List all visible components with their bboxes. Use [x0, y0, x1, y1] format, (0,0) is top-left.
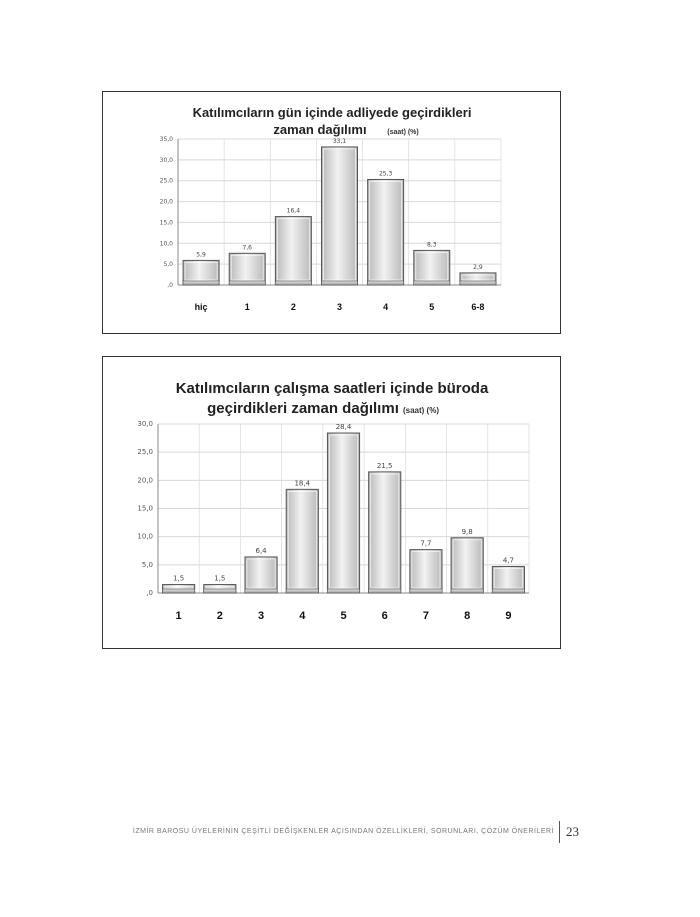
chart-1-bar — [368, 179, 404, 285]
chart-2-ytick-label: 20,0 — [137, 476, 153, 485]
chart-2-unit: (saat) (%) — [402, 406, 440, 415]
chart-2-ytick-label: ,0 — [146, 589, 153, 597]
chart-1-title-line2: zaman dağılımı — [273, 122, 367, 137]
chart-2-ytick-label: 30,0 — [137, 420, 153, 428]
chart-2-value-label: 1,5 — [173, 574, 185, 583]
chart-1 — [102, 91, 561, 334]
chart-1-category-label: 3 — [336, 302, 343, 312]
chart-1-category-label: 6-8 — [471, 302, 485, 312]
chart-1-bar-base — [322, 281, 358, 285]
chart-2-category-label: 3 — [257, 610, 265, 622]
chart-2-bar-base — [492, 589, 524, 593]
chart-2-bar-base — [163, 589, 195, 593]
chart-2-title-line1: Katılımcıların çalışma saatleri içinde büroda — [175, 380, 489, 397]
chart-1-ytick-label: 10,0 — [159, 240, 173, 248]
chart-2-category-label: 6 — [381, 610, 388, 622]
chart-1-category-label: 4 — [383, 302, 389, 312]
chart-2-ytick-label: 15,0 — [137, 504, 153, 513]
chart-2-ytick-label: 5,0 — [141, 560, 153, 569]
chart-2-bar-base — [369, 589, 401, 593]
chart-2-ytick-label: 25,0 — [137, 448, 153, 457]
chart-1-ytick-label: 25,0 — [159, 177, 173, 185]
chart-1-value-label: 7,6 — [242, 244, 252, 252]
chart-1-ytick-label: 35,0 — [159, 136, 173, 143]
chart-1-value-label: 33,1 — [332, 137, 347, 145]
chart-2-value-label: 18,4 — [294, 479, 311, 488]
chart-2-bar-base — [204, 589, 236, 593]
chart-1-bar-base — [368, 281, 404, 285]
chart-1-ytick-label: 5,0 — [163, 261, 173, 269]
chart-2-value-label: 7,7 — [420, 539, 432, 548]
chart-1-bar — [275, 217, 311, 285]
chart-1-value-label: 16,4 — [286, 207, 301, 215]
chart-1-unit: (saat) (%) — [387, 129, 419, 136]
chart-2-category-label: 5 — [340, 610, 347, 622]
footer-title: İZMİR BAROSU ÜYELERİNİN ÇEŞİTLİ DEĞİŞKENLER AÇISINDAN ÖZELLİKLERİ, SORUNLARI, ÇÖZÜM ÖNERİLERİ — [132, 828, 554, 835]
chart-2-value-label: 6,4 — [255, 546, 267, 555]
chart-2-bar-base — [286, 589, 318, 593]
chart-1-category-label: 1 — [244, 302, 250, 312]
chart-2-category-label: 4 — [299, 610, 306, 622]
chart-2-bar — [245, 557, 277, 593]
chart-1-value-label: 8,3 — [427, 241, 437, 249]
chart-2-category-label: 8 — [464, 610, 471, 622]
chart-2-svg — [103, 357, 560, 648]
page-number: 23 — [566, 824, 579, 839]
chart-1-ytick-label: 30,0 — [159, 156, 173, 164]
chart-2-ytick-label: 10,0 — [137, 532, 153, 541]
chart-2-category-label: 7 — [422, 610, 430, 622]
chart-2-bar-base — [327, 589, 359, 593]
footer-divider — [559, 821, 560, 843]
chart-2-bar-base — [410, 589, 442, 593]
chart-1-bar — [322, 147, 358, 285]
chart-1-value-label: 5,9 — [196, 251, 206, 259]
chart-2-category-label: 1 — [175, 610, 182, 622]
chart-2-value-label: 1,5 — [214, 574, 226, 583]
chart-2-category-label: 9 — [505, 610, 512, 622]
chart-1-title-line1: Katılımcıların gün içinde adliyede geçirdikleri — [192, 105, 472, 120]
page-footer — [0, 817, 700, 847]
chart-1-ytick-label: ,0 — [167, 282, 173, 289]
chart-2-bar — [369, 472, 401, 593]
chart-2-bar — [286, 489, 318, 593]
chart-1-svg — [103, 92, 560, 333]
chart-2-bar — [410, 550, 442, 593]
chart-1-bar-base — [414, 281, 450, 285]
chart-1-category-label: 5 — [429, 302, 435, 312]
chart-2 — [102, 356, 561, 649]
chart-2-category-label: 2 — [216, 610, 223, 622]
chart-1-value-label: 2,9 — [473, 263, 483, 271]
chart-1-category-label: hiç — [194, 302, 208, 312]
chart-1-ytick-label: 20,0 — [159, 198, 173, 206]
chart-2-title-line2: geçirdikleri zaman dağılımı — [207, 400, 399, 417]
chart-1-category-label: 2 — [290, 302, 296, 312]
chart-2-bar — [451, 538, 483, 593]
chart-2-value-label: 21,5 — [376, 461, 393, 470]
chart-1-ytick-label: 15,0 — [159, 219, 173, 227]
chart-2-value-label: 9,8 — [461, 527, 473, 536]
chart-1-bar-base — [229, 281, 265, 285]
chart-2-bar-base — [245, 589, 277, 593]
chart-2-value-label: 4,7 — [502, 556, 514, 565]
chart-2-bar-base — [451, 589, 483, 593]
chart-1-bar-base — [275, 281, 311, 285]
chart-1-value-label: 25,3 — [378, 170, 393, 178]
chart-1-bar-base — [460, 281, 496, 285]
chart-1-bar-base — [183, 281, 219, 285]
chart-2-value-label: 28,4 — [335, 423, 352, 432]
chart-2-bar — [327, 433, 359, 593]
